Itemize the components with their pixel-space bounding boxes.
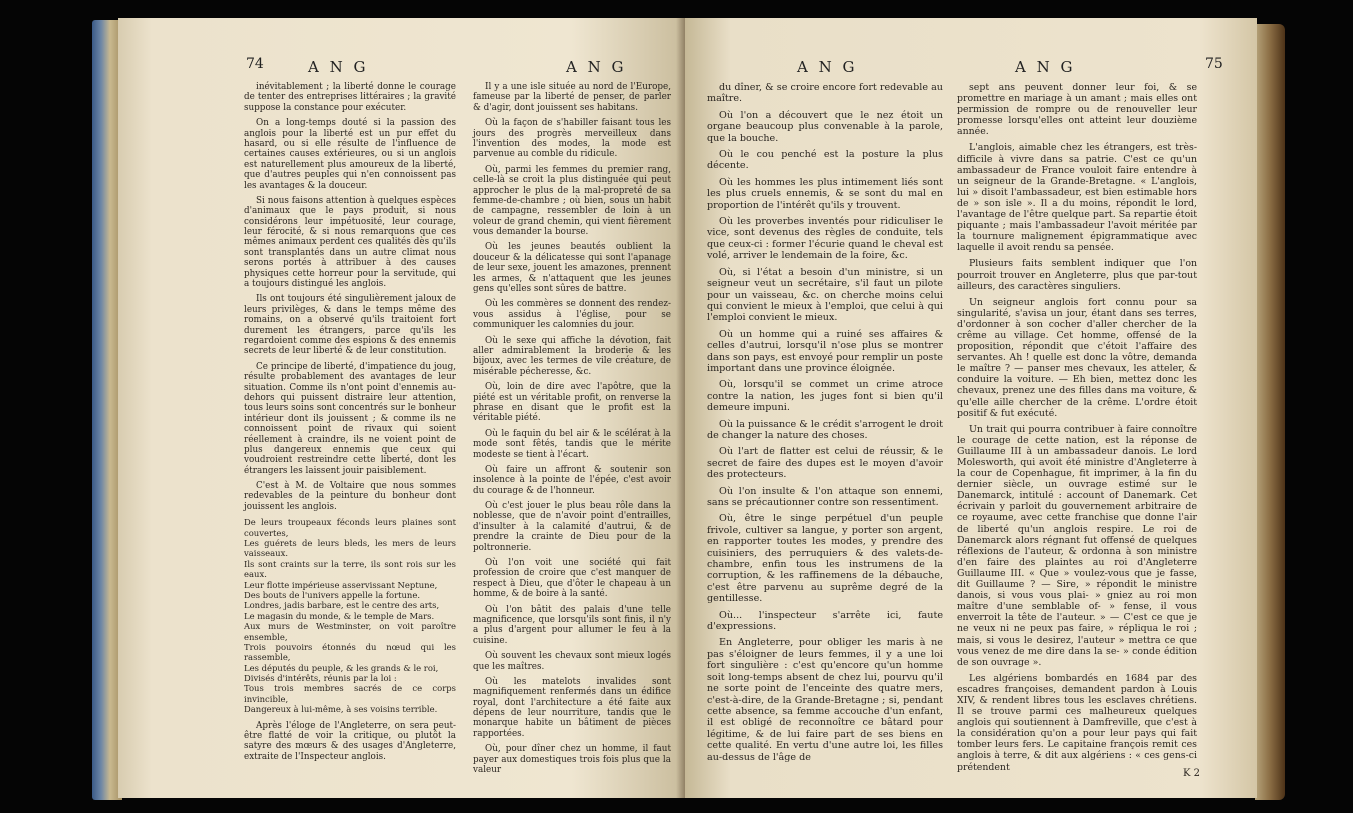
paragraph: Où l'on voit une société qui fait profession de croire que c'est manquer de respect à Dieu, que d'ôter le chapeau à un homme, & de boire à la santé. xyxy=(473,558,671,600)
paragraph: Où les jeunes beautés oublient la douceur & la délicatesse qui sont l'apanage de leur sexe, jouent les amazones, prennent les armes, & n'attaquent que les jeunes gens qu'elles sont sûres de battre. xyxy=(473,242,671,295)
paragraph: Où, pour dîner chez un homme, il faut payer aux domestiques trois fois plus que la valeur xyxy=(473,744,671,776)
paragraph: Plusieurs faits semblent indiquer que l'on pourroit trouver en Angleterre, plus que par-tout ailleurs, des caractères singuliers. xyxy=(957,258,1197,292)
paragraph: L'anglois, aimable chez les étrangers, est très-difficile à vivre dans sa patrie. C'est ce qu'un ambassadeur de France vouloit faire entendre à un seigneur de la Grande-Bretagne. « L'anglois, lui » disoit l'ambassadeur, est bien estimable hors de » son isle ». Il a du moins, répondit le lord, l'avantage de l'être quelque part. Sa repartie étoit piquante ; mais l'ambassadeur l'avoit méritée par la tournure malignement épigrammatique avec laquelle il avoit rendu sa pensée. xyxy=(957,142,1197,254)
verse-line: Les guérets de leurs bleds, les mers de leurs vaisseaux. xyxy=(244,538,456,559)
paragraph: Ce principe de liberté, d'impatience du joug, résulte probablement des avantages de leur situation. Comme ils n'ont point d'ennemis au-dehors qui puissent distraire leur attention, tous leurs soins sont concentrés sur le bonheur intérieur dont ils jouissent ; & comme ils ne connoissent point de rivaux qui soient réellement à craindre, ils ne voient point de plus dangereux ennemis que ceux qui voudroient restreindre cette liberté, dont les étrangers les laissent jouir paisiblement. xyxy=(244,361,456,476)
running-head-left-1: A N G xyxy=(308,58,369,76)
paragraph: Où les matelots invalides sont magnifiquement renfermés dans un édifice royal, dont l'architecture a été faite aux dépens de leur nourriture, tandis que le monarque habite un bâtiment de pièces rapportées. xyxy=(473,676,671,739)
paragraph: Où le sexe qui affiche la dévotion, fait aller admirablement la broderie & les bijoux, avec les termes de vile créature, de misérable pécheresse, &c. xyxy=(473,335,671,377)
paragraph: Où les proverbes inventés pour ridiculiser le vice, sont devenus des règles de conduite, tels que ceux-ci : former l'écurie quand le cheval est volé, arriver le lendemain de la foire, &c. xyxy=(707,216,943,262)
paragraph: Où, si l'état a besoin d'un ministre, si un seigneur veut un secrétaire, s'il faut un pilote pour un vaisseau, &c. on cherche moins celui qui convient le mieux à l'emploi, que celui à qui l'emploi convient le mieux. xyxy=(707,266,943,324)
right-column-1 xyxy=(707,82,943,768)
verse-line: Aux murs de Westminster, on voit paroître ensemble, xyxy=(244,621,456,642)
verse-line: Dangereux à lui-même, à ses voisins terrible. xyxy=(244,704,438,715)
paragraph: Ils ont toujours été singulièrement jaloux de leurs privilèges, & dans le temps même des romains, on a observé qu'ils traitoient fort durement les étrangers, parce qu'ils les regardoient comme des espions & des ennemis secrets de leur liberté & de leur constitution. xyxy=(244,294,456,357)
verse-line: Ils sont craints sur la terre, ils sont rois sur les eaux. xyxy=(244,558,456,580)
paragraph: Où l'art de flatter est celui de réussir, & le secret de faire des dupes est le moyen d'avoir des protecteurs. xyxy=(707,446,943,481)
verse-line: Divisés d'intérêts, réunis par la loi : xyxy=(244,673,397,684)
paragraph: du dîner, & se croire encore fort redevable au maître. xyxy=(707,82,943,105)
paragraph: Un trait qui pourra contribuer à faire connoître le courage de cette nation, est la réponse de Guillaume III à un ambassadeur danois. Le lord Molesworth, qui avoit été ministre d'Angleterre à la cour de Copenhague, fit imprimer, à la fin du dernier siècle, un ouvrage estimé sur le Danemarck, intitulé : account of Danemark. Cet écrivain y parloit du gouvernement arbitraire de ce royaume, avec cette franchise que donne l'air de liberté qu'un anglois respire. Le roi de Danemarck alors régnant fut offensé de quelques réflexions de l'auteur, & ordonna à son ministre d'en faire des plaintes au roi d'Angleterre Guillaume III. « Que » voulez-vous que je fasse, dit Guillaume ? — Sire, » répondit le ministre danois, si vous vous plai- » gniez au roi mon maître d'une semblable of- » fense, il vous enverroit la tête de l'auteur. » — C'est ce que je ne veux ni ne peux pas faire, » répliqua le roi ; mais, si vous le desirez, l'auteur » mettra ce que vous venez de me dire dans la se- » conde édition de son ouvrage ». xyxy=(957,423,1197,668)
paragraph: sept ans peuvent donner leur foi, & se promettre en mariage à un amant ; mais elles ont permission de rompre ou de renouveller leur promesse lorsqu'elles ont atteint leur douzième année. xyxy=(957,82,1197,138)
paragraph: Où la puissance & le crédit s'arrogent le droit de changer la nature des choses. xyxy=(707,418,943,441)
verse-line: De leurs troupeaux féconds leurs plaines sont couvertes, xyxy=(244,517,456,538)
paragraph: Où un homme qui a ruiné ses affaires & celles d'autrui, lorsqu'il n'ose plus se montrer dans son pays, est envoyé pour remplir un poste important dans une province éloignée. xyxy=(707,328,943,374)
paragraph: Où... l'inspecteur s'arrête ici, faute d'expressions. xyxy=(707,609,943,633)
paragraph: Les algériens bombardés en 1684 par des escadres françoises, demandent pardon à Louis XIV, & rendent libres tous les esclaves chrétiens. Il se trouve parmi ces malheureux quelques anglois qui soutiennent à Damfreville, que c'est à la considération qu'on a pour leur pays qui fait tomber leurs fers. Le capitaine françois remit ces anglois à terre, & dit aux algériens : « ces gens-ci prétendent xyxy=(957,672,1197,773)
running-head-left-2: A N G xyxy=(566,58,627,76)
left-column-1 xyxy=(244,82,456,767)
left-column-2 xyxy=(473,82,671,780)
paragraph: Où souvent les chevaux sont mieux logés que les maîtres. xyxy=(473,651,671,672)
paragraph: Si nous faisons attention à quelques espèces d'animaux que le pays produit, si nous considérons leur impétuosité, leur courage, leur férocité, & si nous remarquons que ces mêmes animaux perdent ces qualités dès qu'ils sont transplantés dans un autre climat nous serons portés à attribuer à des causes physiques cette horreur pour la servitude, qui a toujours distingué les anglois. xyxy=(244,195,456,290)
right-page xyxy=(685,18,1257,798)
paragraph: Il y a une isle située au nord de l'Europe, fameuse par la liberté de penser, de parler & d'agir, dont jouissent ses habitans. xyxy=(473,82,671,113)
running-head-right-1: A N G xyxy=(797,58,858,76)
paragraph: Après l'éloge de l'Angleterre, on sera peut-être flatté de voir la critique, ou plutôt la satyre des mœurs & des usages d'Angleterre, extraite de l'Inspecteur anglois. xyxy=(244,720,456,762)
paragraph: En Angleterre, pour obliger les maris à ne pas s'éloigner de leurs femmes, il y a une loi fort singulière : c'est qu'encore qu'un homme soit long-temps absent de chez lui, pourvu qu'il ne sorte point de l'enceinte des quatre mers, c'est-à-dire, de la Grande-Bretagne ; si, pendant cette absence, sa femme accouche d'un enfant, il est obligé de reconnoître ce bâtard pour légitime, & de lui faire part de ses biens en cette qualité. En vertu d'une autre loi, les filles au-dessus de l'âge de xyxy=(707,637,943,763)
verse-line: Londres, jadis barbare, est le centre des arts, xyxy=(244,600,440,611)
paragraph: Un seigneur anglois fort connu pour sa singularité, s'avisa un jour, étant dans ses terres, d'ordonner à son cocher d'aller chercher de la crême au village. Cet homme, offensé de la proposition, répondit que c'étoit l'affaire des servantes. Ah ! quelle est donc la vôtre, demanda le maître ? — panser mes chevaux, les atteler, & conduire la voiture. — Eh bien, mettez donc les chevaux, prenez une des filles dans ma voiture, & qu'elle aille chercher de la crême. L'ordre étoit positif & fut exécuté. xyxy=(957,296,1197,419)
left-page xyxy=(118,18,685,798)
page-number-right: 75 xyxy=(1205,56,1223,72)
paragraph: Où le faquin du bel air & le scélérat à la mode sont fêtés, tandis que le mérite modeste se tient à l'écart. xyxy=(473,428,671,460)
paragraph: Où la façon de s'habiller faisant tous les jours des progrès merveilleux dans l'invention des modes, la mode est parvenue au comble du ridicule. xyxy=(473,118,671,160)
running-head-right-2: A N G xyxy=(1015,58,1076,76)
verse-line: Tous trois membres sacrés de ce corps invincible, xyxy=(244,683,456,704)
paragraph: Où l'on insulte & l'on attaque son ennemi, sans se précautionner contre son ressentiment. xyxy=(707,485,943,508)
verse-line: Les députés du peuple, & les grands & le roi, xyxy=(244,662,439,673)
paragraph: Où, être le singe perpétuel d'un peuple frivole, cultiver sa langue, y porter son argent, en rapporter toutes les modes, y prendre des cuisiniers, des perruquiers & des valets-de-chambre, enfin tous les instrumens de la corruption, & les raffinemens de la débauche, c'est être parvenu au suprême degré de la gentillesse. xyxy=(707,513,943,605)
paragraph: Où faire un affront & soutenir son insolence à la pointe de l'épée, c'est avoir du courage & de l'honneur. xyxy=(473,464,671,496)
signature-mark: K 2 xyxy=(1183,768,1201,779)
paragraph: Où les hommes les plus intimement liés sont les plus cruels ennemis, & se sont du mal en proportion de l'intérêt qu'ils y trouvent. xyxy=(707,176,943,211)
paragraph: C'est à M. de Voltaire que nous sommes redevables de la peinture du bonheur dont jouissent les anglois. xyxy=(244,481,456,512)
paragraph: Où l'on a découvert que le nez étoit un organe beaucoup plus convenable à la parole, que la bouche. xyxy=(707,109,943,144)
paragraph: On a long-temps douté si la passion des anglois pour la liberté est un pur effet du hasard, ou si elle résulte de l'influence de certaines causes extérieures, ou si un anglois est naturellement plus amoureux de la liberté, que d'autres peuples qui n'en connoissent pas les avantages & la douceur. xyxy=(244,118,456,191)
book-edge-right xyxy=(1255,24,1285,800)
paragraph: Où c'est jouer le plus beau rôle dans la noblesse, que de n'avoir point d'entrailles, d'insulter à la calamité d'autrui, & de prendre la crainte de Dieu pour de la poltronnerie. xyxy=(473,501,671,553)
paragraph: Où l'on bâtit des palais d'une telle magnificence, que lorsqu'ils sont finis, il n'y a plus d'argent pour allumer le feu à la cuisine. xyxy=(473,604,671,646)
page-number-left: 74 xyxy=(246,56,264,72)
paragraph: Où les commères se donnent des rendez-vous assidus à l'église, pour se communiquer les calomnies du jour. xyxy=(473,299,671,331)
paragraph: Où le cou penché est la posture la plus décente. xyxy=(707,149,943,172)
verse-line: Trois pouvoirs étonnés du nœud qui les rassemble, xyxy=(244,641,456,663)
verse-line: Le magasin du monde, & le temple de Mars. xyxy=(244,610,435,621)
paragraph: Où, lorsqu'il se commet un crime atroce contre la nation, les juges font si bien qu'il demeure impuni. xyxy=(707,379,943,414)
verse-line: Leur flotte impérieuse asservissant Neptune, xyxy=(244,579,438,590)
paragraph: inévitablement ; la liberté donne le courage de tenter des entreprises littéraires ; la gravité suppose la constance pour exécuter. xyxy=(244,82,456,113)
right-column-2 xyxy=(957,82,1197,778)
paragraph: Où, loin de dire avec l'apôtre, que la piété est un véritable profit, on renverse la phrase en disant que le profit est la véritable piété. xyxy=(473,382,671,424)
verse-line: Des bouts de l'univers appelle la fortune. xyxy=(244,589,421,600)
paragraph: Où, parmi les femmes du premier rang, celle-là se croit la plus distinguée qui peut approcher le plus de la mal-propreté de sa femme-de-chambre ; où bien, sous un habit de campagne, ressembler de loin à un voleur de grand chemin, qui vient fièrement vous demander la bourse. xyxy=(473,164,671,238)
